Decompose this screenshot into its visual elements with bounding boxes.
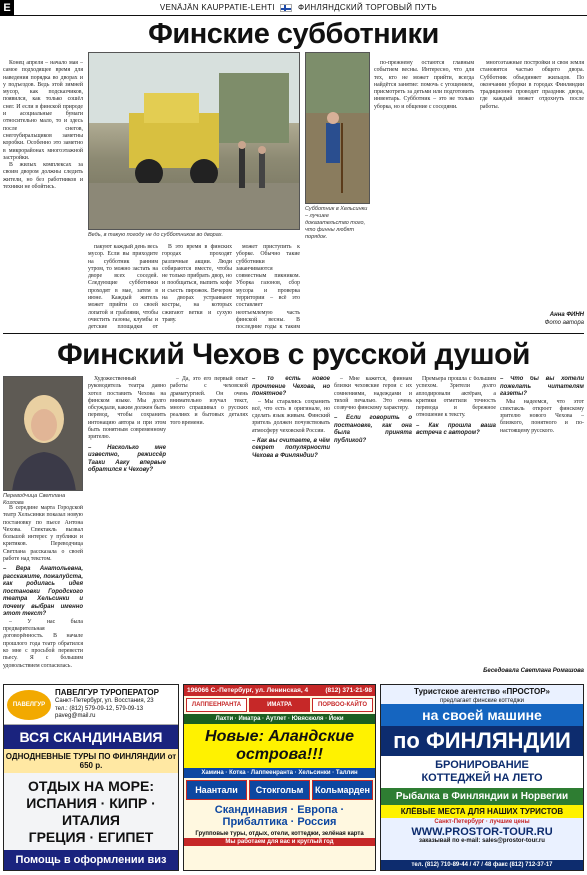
article-title-subbotniki: Финские субботники	[148, 18, 439, 50]
article2-col5: – Мне кажется, финнам близки чеховские герои с их сомнениями, надеждами и тихой печалью. Это очень созвучно финскому характеру. – Если говорить о постановке, как она была принята публикой?	[334, 376, 412, 444]
article2-col2: Художественный руководитель театра давно хотел поставить Чехова на финском языке. Мы долго обсуждали, каким должен быть перевод, чтобы сохранить интонацию автора и при этом быть понятным современному зрителю. – Насколько мне известно, режиссёр Тааки Ааку впервые обратился к Чехову?	[88, 376, 166, 474]
ad-prostor[interactable]: Туристское агентство «ПРОСТОР» предлагает финские коттеджи на своей машине по ФИНЛЯНДИИ БРОНИРОВАНИЕ КОТТЕДЖЕЙ НА ЛЕТО Рыбалка в Финляндии и Норвегии КЛЁВЫЕ МЕСТА ДЛЯ НАШИХ ТУРИСТОВ Санкт-Петербург · лучшие цены WWW.PROSTOR-TOUR.RU заказывай по e-mail: sales@prostor-tour.ru тел. (812) 710-89-44 / 47 / 48 факс (812) 712-37-17	[380, 684, 584, 871]
article1-col6: многоэтажные постройки и своя земля становятся частью общего двора. Субботник объединяет жильцов. По окончании уборки в городах Финляндии традиционно проводят праздник двора, где каждый может отдохнуть после работы.	[480, 60, 584, 110]
section-letter: E	[0, 0, 14, 16]
ad3-email[interactable]: заказывай по e-mail: sales@prostor-tour.ru	[419, 838, 545, 844]
article2-col1: В середине марта Городской театр Хельсинки показал новую постановку по пьесе Антона Чехова. Спектакль вызвал большой интерес у публики и критиков. Переводчица Светлана рассказала о своей работе над текстом. – Вера Анатольевна, расскажите, пожалуйста, как родилась идея постановки Городского театра Хельсинки и почему выбран именно этот текст? – У нас была предварительная договорённость. В начале прошлого года театр обратился ко мне с просьбой перевести пьесу. Я с большим удовольствием согласилась.	[3, 505, 83, 669]
article2-col7: – Что бы вы хотели пожелать читателям газеты? Мы надеемся, что этот спектакль откроет финскому зрителю нового Чехова – близкого, понятного и по-настоящему русского.	[500, 376, 584, 434]
article2-col3: – Да, это его первый опыт работы с чеховской драматургией. Он очень внимательно изучал текст, много спрашивал о русских реалиях и бытовых деталях того времени.	[170, 376, 248, 426]
article1-col5: по-прежнему остаются главным событием весны. Интересно, что для тех, кто не может прийти, всегда найдётся занятие: помочь с угощением, присмотреть за детьми или подготовить инвентарь. Субботник – это не только уборка, но и общение с соседями.	[374, 60, 474, 110]
ad1-email[interactable]: paveg@mail.ru	[55, 712, 96, 719]
article2-col6: Премьера прошла с большим успехом. Зрители долго аплодировали актёрам, а критики отметили точность перевода и бережное отношение к тексту. – Как прошла ваша встреча с автором?	[416, 376, 496, 437]
photo-translator-portrait	[3, 376, 83, 491]
ad3-website-link[interactable]: WWW.PROSTOR-TOUR.RU	[411, 826, 553, 838]
article2-col4: – То есть новое прочтение Чехова, но понятное? – Мы старались сохранить всё, что есть в оригинале, но сделать язык живым. Финский зритель должен почувствовать атмосферу чеховской России. – Как вы считаете, в чём секрет популярности Чехова в Финляндии?	[252, 376, 330, 459]
photo-child-raking	[305, 52, 370, 204]
running-header	[0, 0, 587, 16]
article2-byline: Беседовала Светлана Ромашова	[483, 668, 584, 674]
ad-pavelgur[interactable]: ПАВЕЛГУР ПАВЕЛГУР ТУРОПЕРАТОР Санкт-Петербург, ул. Восстания, 23 тел.: (812) 579-09-12, 579-09-13 paveg@mail.ru ВСЯ СКАНДИНАВИЯ ОДНОДНЕВНЫЕ ТУРЫ ПО ФИНЛЯНДИИ от 650 р. ОТДЫХ НА МОРЕ: ИСПАНИЯ · КИПР · ИТАЛИЯ ГРЕЦИЯ · ЕГИПЕТ Помощь в оформлении виз	[3, 684, 179, 871]
article1-col4: может приступить к уборке. Обычно такие субботники заканчиваются совместным пикником. Уборка газонов, сбор мусора и проверка территории – всё это составляет неотъемлемую часть финской весны. В последние годы к таким	[236, 244, 300, 330]
ad3-headline: по ФИНЛЯНДИИ	[381, 726, 583, 756]
ad2-headline: Новые: Аландские острова!!!	[184, 724, 375, 768]
photo1-caption: Ведь, в такую погоду не до субботников во дворах.	[88, 232, 224, 238]
photo-street-cleanup	[88, 52, 300, 230]
running-title: VENÄJÄN KAUPPATIE-LEHTI ФИНЛЯНДСКИЙ ТОРГОВЫЙ ПУТЬ	[159, 3, 437, 12]
ad1-name: ПАВЕЛГУР ТУРОПЕРАТОР	[55, 687, 159, 697]
ad1-headline: ВСЯ СКАНДИНАВИЯ	[4, 725, 178, 749]
photo2-caption: Субботник в Хельсинки – лучшее доказательство того, что финны любят порядок.	[305, 206, 368, 240]
article1-col1: Конец апреля – начало мая – самое подходящее время для наведения порядка во дворах и у подъездов. Ведь этой зимней мусор, как подсказчиков, появился, как только сошёл снег. И если в финской природе и асоциальные бумаги относительно мало, то и здесь после снегов, снегоубиральщиков заметны коробки. Особенно это заметно в микрорайонах многоэтажной застройки. В жилых комплексах за своим двором должны следить жители, но без работников и техники не обойтись.	[3, 60, 83, 191]
ad3-agency: Туристское агентство «ПРОСТОР»	[414, 687, 550, 696]
article-title-chekhov: Финский Чехов с русской душой	[57, 338, 530, 371]
article1-col3: В это время в финских городах проходят различные акции. Люди собираются вместе, чтобы не только прибрать двор, но и пообщаться, выпить кофе и съесть пирожок. Вечером на дворах устраивают костры, на которых сжигают ветки и сухую траву.	[162, 244, 232, 323]
ad-aland-tours[interactable]: 196066 С.-Петербург, ул. Ленинская, 4 (812) 371-21-98 ЛАППЕЕНРАНТА ИМАТРА ПОРВОО-КАЙТО Лахти · Иматра · Аутлет · Ювяскюля · Йоки Новые: Аландские острова!!! Хамина · Котка · Лаппеенранта · Хельсинки · Таллин Наантали Стокгольм Кольмарден Скандинавия · Европа · Прибалтика · Россия Групповые туры, отдых, отели, коттеджи, зелёная карта Мы работаем для вас и круглый год	[183, 684, 376, 871]
article1-col2: пакуют каждый день весь мусор. Если вы приходите на субботник ранним утром, то можно застать на дворе всех соседей. Следующие субботники проходят в мае, затем в июне. Каждый житель может прийти со своей лопатой и граблями, чтобы очистить газоны, клумбы и детские площадки от	[88, 244, 158, 330]
article1-author: Анна ФИНН	[549, 312, 584, 318]
article1-photo-credit: Фото автора	[544, 320, 584, 326]
pavelgur-logo: ПАВЕЛГУР	[7, 690, 51, 720]
portrait-caption: Переводчица Светлана Козлова	[3, 493, 66, 506]
section-divider	[3, 333, 584, 334]
finnish-flag-icon	[280, 4, 292, 12]
